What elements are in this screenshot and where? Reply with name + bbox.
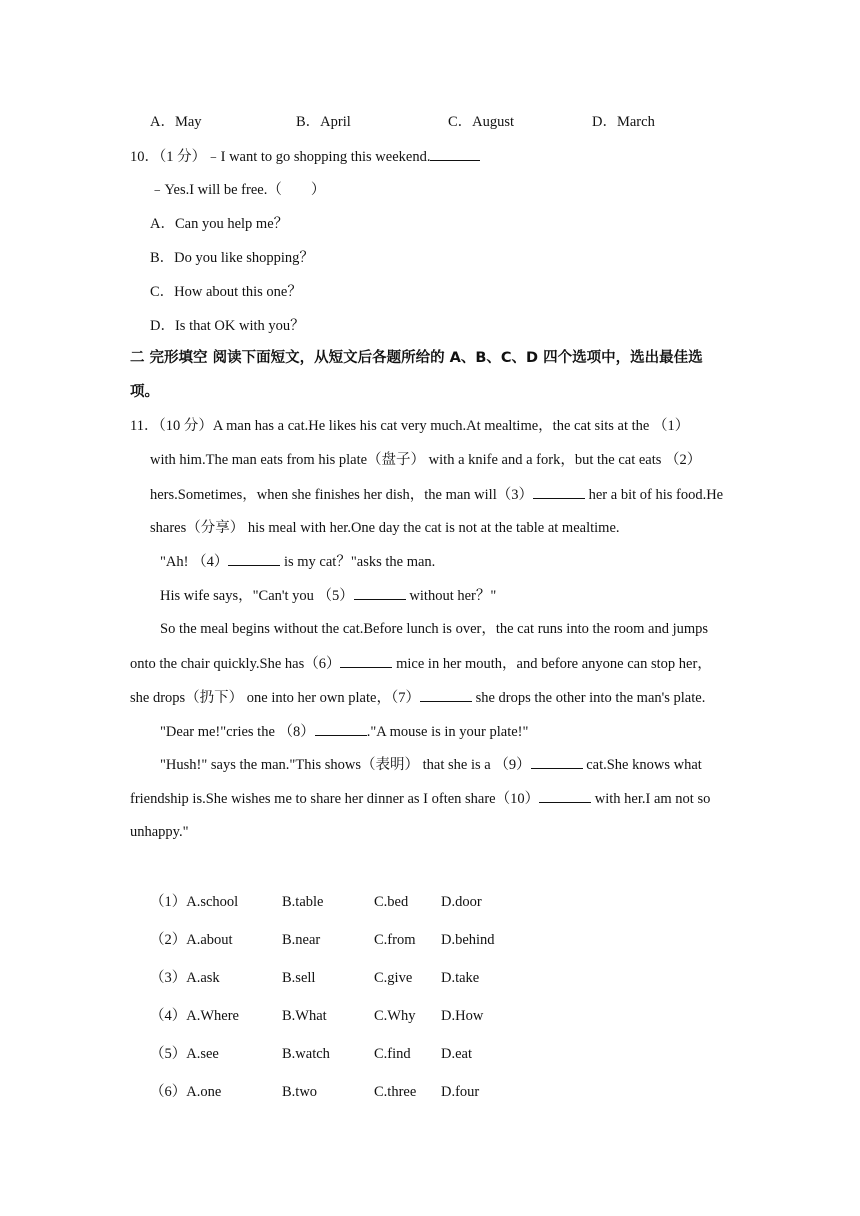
q11-line-8 (130, 653, 712, 674)
q11-line-12-b: with her.I am not so (591, 791, 711, 807)
q11-line-10-b: ."A mouse is in your plate!" (366, 724, 529, 740)
section-heading-line2: 项。 (130, 384, 159, 400)
q10-option-c: C．How about this one？ (150, 284, 302, 300)
blank-7 (420, 687, 472, 702)
choice-b: B.near (282, 932, 321, 948)
q10-stem (130, 146, 480, 167)
choice-d: D.four (441, 1084, 480, 1100)
choice-b: B.sell (282, 970, 316, 986)
q11-line-5-b: is my cat？"asks the man. (280, 554, 436, 570)
q11-line-12 (130, 788, 710, 809)
q9-option-b: B．April (296, 114, 351, 130)
q11-line-13: unhappy." (130, 824, 189, 840)
choice-c: C.give (374, 970, 413, 986)
q11-line-9-a: she drops（扔下） one into her own plate，（7） (130, 690, 420, 706)
q9-option-a: A．May (150, 114, 202, 130)
blank-6 (340, 653, 392, 668)
choice-b: B.table (282, 894, 324, 910)
q11-line-3 (150, 484, 723, 505)
q10-option-d: D．Is that OK with you？ (150, 318, 305, 334)
q11-line-6 (160, 585, 496, 606)
blank-10 (539, 788, 591, 803)
choice-b: B.What (282, 1008, 327, 1024)
q11-line-9 (130, 687, 705, 708)
q11-line-3-b: her a bit of his food.He (585, 487, 724, 503)
q10-reply: ﹣Yes.I will be free.（ ） (150, 182, 326, 198)
blank-8 (315, 721, 367, 736)
choice-c: C.bed (374, 894, 409, 910)
choice-c: C.three (374, 1084, 417, 1100)
q11-line-11 (160, 754, 702, 775)
blank-3 (533, 484, 585, 499)
choice-b: B.watch (282, 1046, 330, 1062)
q11-line-6-a: His wife says，"Can't you （5） (160, 588, 354, 604)
choice-c: C.find (374, 1046, 411, 1062)
blank-5 (354, 585, 406, 600)
q10-option-b: B．Do you like shopping？ (150, 250, 314, 266)
q11-line-8-b: mice in her mouth，and before anyone can stop her， (392, 656, 712, 672)
section-heading-line1: 二 完形填空 阅读下面短文，从短文后各题所给的 A、B、C、D 四个选项中，选出最佳选 (130, 350, 703, 366)
choice-a: （1）A.school (150, 894, 239, 910)
choice-a: （4）A.Where (150, 1008, 239, 1024)
q11-line-11-b: cat.She knows what (582, 757, 702, 773)
q11-line-1: 11．（10 分）A man has a cat.He likes his cat very much.At mealtime，the cat sits at the （1） (130, 418, 690, 434)
q11-line-5-a: "Ah! （4） (160, 554, 229, 570)
q11-line-3-a: hers.Sometimes，when she finishes her dish，the man will（3） (150, 487, 533, 503)
q10-option-a: A．Can you help me？ (150, 216, 289, 232)
q11-line-12-a: friendship is.She wishes me to share her dinner as I often share（10） (130, 791, 540, 807)
choice-d: D.eat (441, 1046, 472, 1062)
q11-line-5 (160, 551, 435, 572)
choice-d: D.door (441, 894, 482, 910)
q11-line-10 (160, 721, 528, 742)
choice-a: （3）A.ask (150, 970, 220, 986)
choice-d: D.How (441, 1008, 484, 1024)
q10-blank (430, 146, 480, 161)
q11-line-10-a: "Dear me!"cries the （8） (160, 724, 315, 740)
q9-option-c: C．August (448, 114, 515, 130)
choice-a: （6）A.one (150, 1084, 222, 1100)
choice-d: D.take (441, 970, 480, 986)
q11-line-2: with him.The man eats from his plate（盘子） with a knife and a fork，but the cat eats （2） (150, 452, 702, 468)
q10-stem-text: 10．（1 分）﹣I want to go shopping this weekend. (130, 149, 431, 165)
q11-line-8-a: onto the chair quickly.She has（6） (130, 656, 341, 672)
blank-9 (531, 754, 583, 769)
q11-line-7: So the meal begins without the cat.Before lunch is over，the cat runs into the room and jumps (160, 621, 709, 637)
choice-c: C.from (374, 932, 416, 948)
choice-c: C.Why (374, 1008, 416, 1024)
q11-line-11-a: "Hush!" says the man."This shows（表明） that she is a （9） (160, 757, 531, 773)
choice-d: D.behind (441, 932, 495, 948)
q11-line-4: shares（分享） his meal with her.One day the cat is not at the table at mealtime. (150, 520, 620, 536)
q9-option-d: D．March (592, 114, 655, 130)
choice-a: （2）A.about (150, 932, 233, 948)
choice-b: B.two (282, 1084, 318, 1100)
q11-line-9-b: she drops the other into the man's plate. (471, 690, 706, 706)
blank-4 (228, 551, 280, 566)
choice-a: （5）A.see (150, 1046, 219, 1062)
q11-line-6-b: without her？" (405, 588, 497, 604)
